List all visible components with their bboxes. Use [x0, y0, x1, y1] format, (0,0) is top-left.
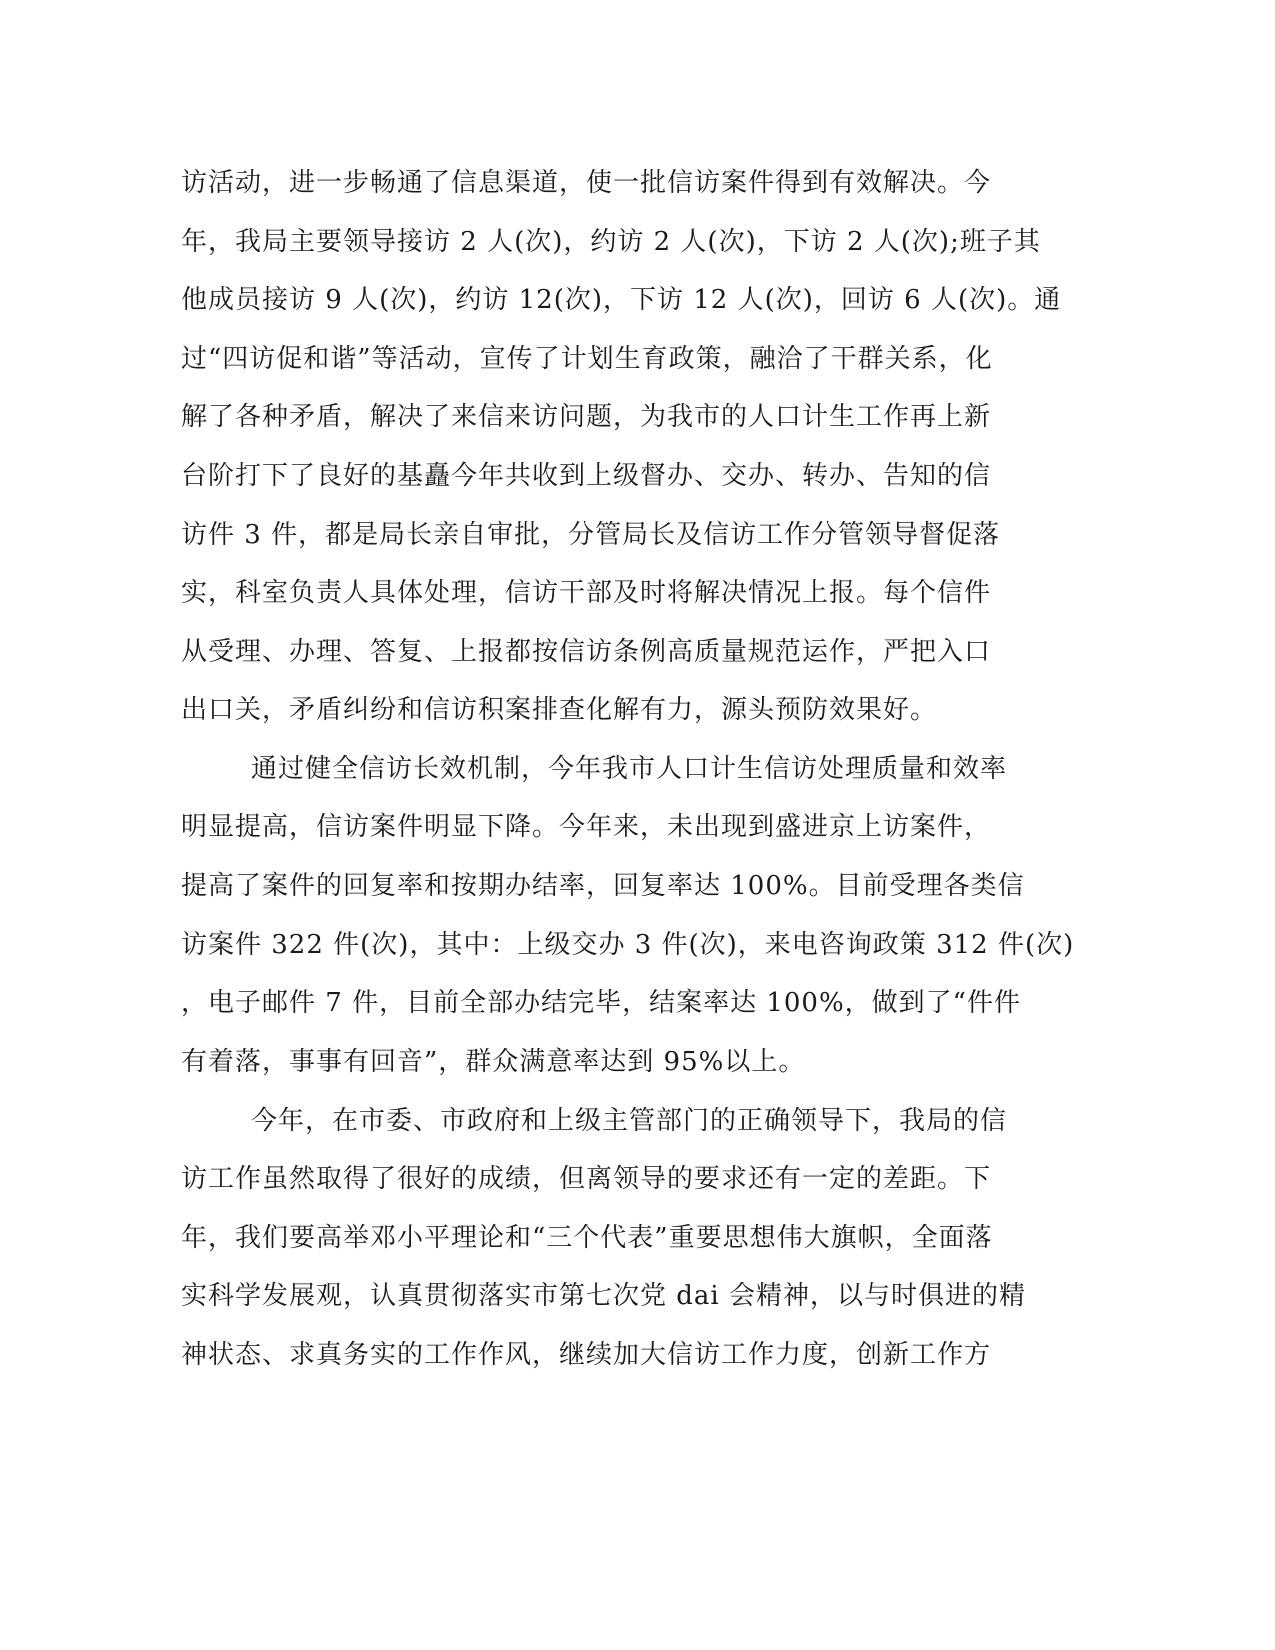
text-line: 从受理、办理、答复、上报都按信访条例高质量规范运作，严把入口: [181, 637, 992, 667]
text-line: 提高了案件的回复率和按期办结率，回复率达 100%。目前受理各类信: [181, 871, 1025, 901]
text-line: 出口关，矛盾纠纷和信访积案排查化解有力，源头预防效果好。: [181, 695, 938, 725]
text-line: 年，我局主要领导接访 2 人(次)，约访 2 人(次)，下访 2 人(次);班子其: [181, 227, 1041, 257]
text-line: 访活动，进一步畅通了信息渠道，使一批信访案件得到有效解决。今: [181, 168, 992, 198]
text-line: 访案件 322 件(次)，其中：上级交办 3 件(次)，来电咨询政策 312 件(次): [181, 930, 1075, 960]
paragraph-first-line: 今年，在市委、市政府和上级主管部门的正确领导下，我局的信: [251, 1106, 1008, 1136]
text-line: 访件 3 件，都是局长亲自审批，分管局长及信访工作分管领导督促落: [181, 520, 1001, 550]
text-line: 解了各种矛盾，解决了来信来访问题，为我市的人口计生工作再上新: [181, 402, 992, 432]
text-line: 台阶打下了良好的基矗今年共收到上级督办、交办、转办、告知的信: [181, 461, 992, 491]
text-line: ，电子邮件 7 件，目前全部办结完毕，结案率达 100%，做到了“件件: [181, 988, 1021, 1018]
text-line: 过“四访促和谐”等活动，宣传了计划生育政策，融洽了干群关系，化: [181, 344, 993, 374]
paragraph-first-line: 通过健全信访长效机制，今年我市人口计生信访处理质量和效率: [251, 754, 1008, 784]
text-line: 明显提高，信访案件明显下降。今年来，未出现到盛进京上访案件，: [181, 812, 992, 842]
text-line: 他成员接访 9 人(次)，约访 12(次)，下访 12 人(次)，回访 6 人(次)。通: [181, 285, 1062, 315]
text-line: 神状态、求真务实的工作作风，继续加大信访工作力度，创新工作方: [181, 1340, 992, 1370]
text-line: 实科学发展观，认真贯彻落实市第七次党 dai 会精神，以与时俱进的精: [181, 1281, 1026, 1311]
text-line: 访工作虽然取得了很好的成绩，但离领导的要求还有一定的差距。下: [181, 1164, 992, 1194]
text-line: 有着落，事事有回音”，群众满意率达到 95%以上。: [181, 1047, 806, 1077]
text-line: 年，我们要高举邓小平理论和“三个代表”重要思想伟大旗帜，全面落: [181, 1223, 993, 1253]
text-line: 实，科室负责人具体处理，信访干部及时将解决情况上报。每个信件: [181, 578, 992, 608]
